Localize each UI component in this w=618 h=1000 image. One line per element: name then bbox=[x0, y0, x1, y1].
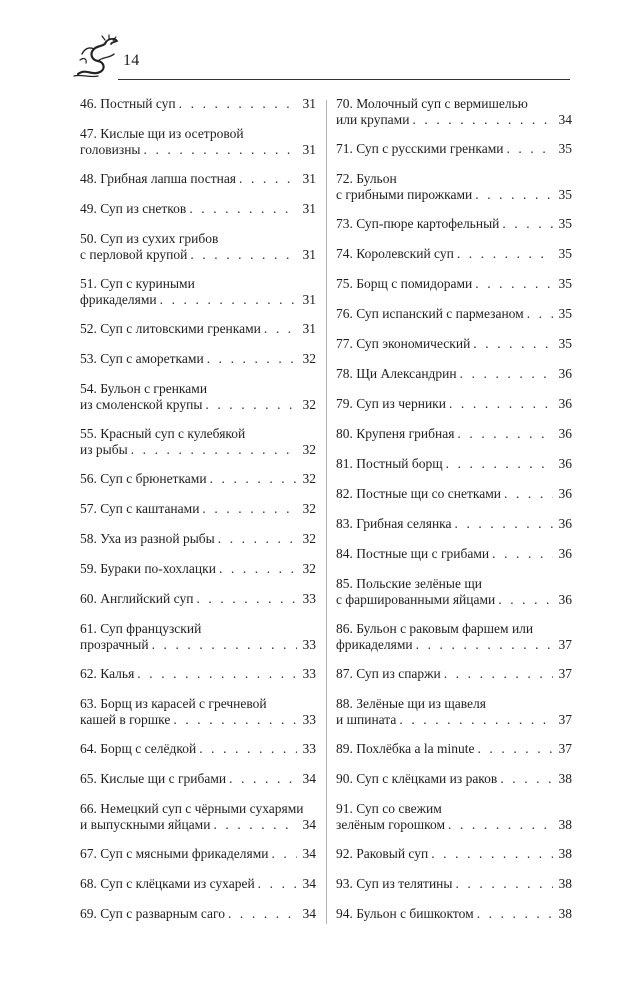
toc-entry bbox=[80, 621, 316, 653]
dot-leader bbox=[455, 876, 553, 892]
toc-entry bbox=[336, 666, 572, 682]
toc-entry-title-line: 66. Немецкий суп с чёрными сухарями bbox=[80, 801, 304, 816]
toc-entry-title-line: 55. Красный суп с кулебякой bbox=[80, 426, 246, 441]
toc-entry-title-line: 84. Постные щи с грибами bbox=[336, 546, 490, 561]
toc-entry-title-line: и шпината bbox=[336, 712, 397, 727]
toc-entry-title-line: 63. Борщ из карасей с гречневой bbox=[80, 696, 267, 711]
toc-entry-page: 33 bbox=[302, 741, 316, 756]
toc-entry bbox=[80, 666, 316, 682]
toc-entry-page: 35 bbox=[558, 306, 572, 321]
toc-entry-title-line: 77. Суп экономический bbox=[336, 336, 471, 351]
dot-leader bbox=[202, 501, 297, 517]
dot-leader bbox=[144, 142, 298, 158]
toc-entry-page: 35 bbox=[558, 187, 572, 202]
toc-entry-title-line: 81. Постный борщ bbox=[336, 456, 443, 471]
toc-entry-page: 35 bbox=[558, 141, 572, 156]
toc-entry bbox=[80, 321, 316, 337]
dot-leader bbox=[179, 96, 297, 112]
dot-leader bbox=[504, 486, 553, 502]
toc-entry-title-line: 80. Крупеня грибная bbox=[336, 426, 455, 441]
toc-entry bbox=[80, 501, 316, 517]
toc-entry-page: 35 bbox=[558, 246, 572, 261]
toc-entry bbox=[336, 696, 572, 728]
toc-entry-page: 34 bbox=[302, 906, 316, 921]
toc-entry-page: 37 bbox=[558, 712, 572, 727]
toc-entry-page: 32 bbox=[302, 397, 316, 412]
toc-entry bbox=[80, 426, 316, 458]
dot-leader bbox=[131, 442, 297, 458]
toc-entry-page: 36 bbox=[558, 456, 572, 471]
dot-leader bbox=[449, 396, 553, 412]
toc-entry bbox=[336, 306, 572, 322]
toc-entry-title-line: 58. Уха из разной рыбы bbox=[80, 531, 215, 546]
toc-entry-page: 38 bbox=[558, 817, 572, 832]
page-number: 14 bbox=[123, 52, 140, 69]
dot-leader bbox=[416, 637, 553, 653]
dot-leader bbox=[506, 141, 553, 157]
dot-leader bbox=[457, 426, 553, 442]
toc-entry bbox=[336, 741, 572, 757]
toc-entry-page: 36 bbox=[558, 546, 572, 561]
toc-entry-page: 34 bbox=[302, 846, 316, 861]
toc-entry-title-line: 72. Бульон bbox=[336, 171, 397, 186]
toc-entry-title-line: 59. Бураки по-хохлацки bbox=[80, 561, 216, 576]
toc-entry-page: 34 bbox=[558, 112, 572, 127]
toc-entry bbox=[80, 876, 316, 892]
toc-entry-title-line: или крупами bbox=[336, 112, 410, 127]
dot-leader bbox=[160, 292, 297, 308]
toc-entry bbox=[80, 906, 316, 922]
dot-leader bbox=[218, 531, 297, 547]
toc-entry-title-line: 75. Борщ с помидорами bbox=[336, 276, 473, 291]
toc-entry-title-line: 70. Молочный суп с вермишелью bbox=[336, 96, 528, 111]
toc-entry-page: 36 bbox=[558, 366, 572, 381]
toc-entry-title-line: с перловой крупой bbox=[80, 247, 188, 262]
toc-entry-title-line: 50. Суп из сухих грибов bbox=[80, 231, 219, 246]
toc-entry bbox=[80, 471, 316, 487]
toc-entry bbox=[336, 846, 572, 862]
toc-entry-title-line: из смоленской крупы bbox=[80, 397, 203, 412]
toc-entry-title-line: зелёным горошком bbox=[336, 817, 446, 832]
toc-entry-title-line: и выпускными яйцами bbox=[80, 817, 211, 832]
toc-entry-title-line: 82. Постные щи со снетками bbox=[336, 486, 501, 501]
toc-entry-title-line: 47. Кислые щи из осетровой bbox=[80, 126, 244, 141]
toc-entry-title-line: 54. Бульон с гренками bbox=[80, 381, 208, 396]
toc-entry-title-line: 94. Бульон с бишкоктом bbox=[336, 906, 474, 921]
toc-entry bbox=[336, 396, 572, 412]
toc-entry bbox=[80, 381, 316, 413]
toc-entry-page: 32 bbox=[302, 501, 316, 516]
toc-entry bbox=[80, 771, 316, 787]
toc-entry bbox=[336, 456, 572, 472]
dot-leader bbox=[219, 561, 297, 577]
toc-entry-title-line: 53. Суп с аморетками bbox=[80, 351, 204, 366]
toc-entry bbox=[80, 561, 316, 577]
toc-entry-title-line: 90. Суп с клёцками из раков bbox=[336, 771, 498, 786]
toc-entry bbox=[336, 486, 572, 502]
toc-entry bbox=[336, 366, 572, 382]
toc-entry bbox=[80, 351, 316, 367]
toc-entry bbox=[80, 276, 316, 308]
dot-leader bbox=[502, 216, 553, 232]
toc-entry-page: 34 bbox=[302, 771, 316, 786]
dot-leader bbox=[500, 771, 553, 787]
dot-leader bbox=[173, 712, 297, 728]
toc-entry-page: 32 bbox=[302, 561, 316, 576]
toc-entry-title-line: 62. Калья bbox=[80, 666, 135, 681]
dot-leader bbox=[455, 516, 553, 532]
toc-entry-page: 38 bbox=[558, 846, 572, 861]
toc-entry bbox=[80, 801, 316, 833]
toc-entry-page: 32 bbox=[302, 351, 316, 366]
toc-entry-page: 33 bbox=[302, 591, 316, 606]
toc-entry-page: 35 bbox=[558, 216, 572, 231]
toc-entry-page: 31 bbox=[302, 142, 316, 157]
dot-leader bbox=[477, 741, 553, 757]
toc-entry-title-line: 57. Суп с каштанами bbox=[80, 501, 200, 516]
toc-entry-title-line: фрикаделями bbox=[336, 637, 413, 652]
toc-entry bbox=[80, 171, 316, 187]
dot-leader bbox=[446, 456, 553, 472]
toc-entry-title-line: 60. Английский суп bbox=[80, 591, 194, 606]
toc-entry-page: 37 bbox=[558, 741, 572, 756]
toc-entry-title-line: 69. Суп с разварным саго bbox=[80, 906, 225, 921]
toc-entry bbox=[336, 141, 572, 157]
dot-leader bbox=[137, 666, 297, 682]
dot-leader bbox=[228, 906, 297, 922]
toc-entry-title-line: 48. Грибная лапша постная bbox=[80, 171, 237, 186]
toc-entry-page: 34 bbox=[302, 817, 316, 832]
toc-entry bbox=[336, 216, 572, 232]
toc-entry-page: 37 bbox=[558, 666, 572, 681]
toc-entry-title-line: 56. Суп с брюнетками bbox=[80, 471, 207, 486]
toc-entry-title-line: 78. Щи Александрин bbox=[336, 366, 457, 381]
header-rule bbox=[118, 79, 570, 80]
toc-entry-title-line: 67. Суп с мясными фрикаделями bbox=[80, 846, 269, 861]
toc-entry-title-line: 68. Суп с клёцками из сухарей bbox=[80, 876, 255, 891]
toc-entry-title-line: 76. Суп испанский с пармезаном bbox=[336, 306, 524, 321]
toc-entry bbox=[336, 336, 572, 352]
dot-leader bbox=[475, 187, 553, 203]
toc-entry bbox=[336, 516, 572, 532]
dot-leader bbox=[473, 336, 553, 352]
toc-entry-page: 33 bbox=[302, 666, 316, 681]
dot-leader bbox=[444, 666, 553, 682]
toc-entry-page: 38 bbox=[558, 771, 572, 786]
toc-entry bbox=[336, 906, 572, 922]
toc-entry-title-line: 51. Суп с куриными bbox=[80, 276, 195, 291]
toc-entry-title-line: 93. Суп из телятины bbox=[336, 876, 453, 891]
toc-entry bbox=[336, 171, 572, 203]
dot-leader bbox=[498, 592, 553, 608]
toc-entry-page: 33 bbox=[302, 712, 316, 727]
dot-leader bbox=[152, 637, 297, 653]
toc-entry bbox=[336, 801, 572, 833]
toc-entry-page: 34 bbox=[302, 876, 316, 891]
dot-leader bbox=[431, 846, 553, 862]
dot-leader bbox=[196, 591, 297, 607]
toc-entry-page: 31 bbox=[302, 201, 316, 216]
toc-entry bbox=[80, 696, 316, 728]
toc-entry-title-line: прозрачный bbox=[80, 637, 149, 652]
toc-entry-page: 32 bbox=[302, 531, 316, 546]
toc-entry-page: 31 bbox=[302, 96, 316, 111]
toc-entry-title-line: 49. Суп из снетков bbox=[80, 201, 187, 216]
toc-entry bbox=[80, 96, 316, 112]
toc-entry-title-line: 52. Суп с литовскими гренками bbox=[80, 321, 261, 336]
dot-leader bbox=[205, 397, 297, 413]
toc-entry-title-line: 71. Суп с русскими гренками bbox=[336, 141, 504, 156]
toc-entry-title-line: из рыбы bbox=[80, 442, 128, 457]
dot-leader bbox=[213, 817, 297, 833]
toc-entry-title-line: 83. Грибная селянка bbox=[336, 516, 452, 531]
toc-entry-title-line: 64. Борщ с селёдкой bbox=[80, 741, 197, 756]
dot-leader bbox=[457, 246, 553, 262]
toc-entry bbox=[336, 546, 572, 562]
toc-entry-page: 32 bbox=[302, 442, 316, 457]
toc-entry bbox=[336, 621, 572, 653]
toc-entry-page: 38 bbox=[558, 876, 572, 891]
toc-entry bbox=[80, 126, 316, 158]
dot-leader bbox=[475, 276, 553, 292]
toc-entry-title-line: 74. Королевский суп bbox=[336, 246, 454, 261]
dot-leader bbox=[264, 321, 297, 337]
toc-entry bbox=[80, 231, 316, 263]
toc-entry-page: 31 bbox=[302, 171, 316, 186]
dot-leader bbox=[412, 112, 553, 128]
toc-entry bbox=[80, 741, 316, 757]
toc-entry bbox=[80, 531, 316, 547]
toc-entry bbox=[80, 201, 316, 217]
dot-leader bbox=[207, 351, 297, 367]
toc-entry-title-line: с фаршированными яйцами bbox=[336, 592, 496, 607]
toc-entry-title-line: кашей в горшке bbox=[80, 712, 171, 727]
toc-entry-title-line: 73. Суп-пюре картофельный bbox=[336, 216, 500, 231]
toc-entry-page: 38 bbox=[558, 906, 572, 921]
dot-leader bbox=[190, 247, 297, 263]
dot-leader bbox=[271, 846, 297, 862]
toc-entry-title-line: 92. Раковый суп bbox=[336, 846, 429, 861]
toc-entry-title-line: 88. Зелёные щи из щавеля bbox=[336, 696, 486, 711]
toc-entry-page: 31 bbox=[302, 247, 316, 262]
dot-leader bbox=[210, 471, 297, 487]
dot-leader bbox=[527, 306, 553, 322]
toc-entry bbox=[336, 576, 572, 608]
toc-entry bbox=[336, 876, 572, 892]
toc-entry-page: 32 bbox=[302, 471, 316, 486]
toc-entry-page: 36 bbox=[558, 486, 572, 501]
toc-entry-title-line: 86. Бульон с раковым фаршем или bbox=[336, 621, 534, 636]
toc-entry-page: 37 bbox=[558, 637, 572, 652]
toc-entry-title-line: 79. Суп из черники bbox=[336, 396, 446, 411]
toc-entry bbox=[336, 276, 572, 292]
toc-entry-title-line: 61. Суп французский bbox=[80, 621, 202, 636]
dot-leader bbox=[492, 546, 553, 562]
dot-leader bbox=[477, 906, 553, 922]
dot-leader bbox=[399, 712, 553, 728]
dot-leader bbox=[460, 366, 553, 382]
dot-leader bbox=[189, 201, 297, 217]
toc-entry-page: 35 bbox=[558, 276, 572, 291]
toc-entry-page: 36 bbox=[558, 592, 572, 607]
toc-entry-title-line: головизны bbox=[80, 142, 141, 157]
dot-leader bbox=[258, 876, 297, 892]
toc-entry bbox=[80, 591, 316, 607]
dot-leader bbox=[229, 771, 297, 787]
toc-entry-title-line: 85. Польские зелёные щи bbox=[336, 576, 482, 591]
toc-entry-page: 36 bbox=[558, 426, 572, 441]
toc-entry-page: 31 bbox=[302, 321, 316, 336]
toc-entry-title-line: 91. Суп со свежим bbox=[336, 801, 442, 816]
toc-entry-title-line: 65. Кислые щи с грибами bbox=[80, 771, 227, 786]
dragon-ornament-icon bbox=[72, 30, 124, 80]
toc-entry bbox=[336, 96, 572, 128]
toc-entry-page: 36 bbox=[558, 516, 572, 531]
toc-entry bbox=[336, 771, 572, 787]
dot-leader bbox=[199, 741, 297, 757]
dot-leader bbox=[239, 171, 297, 187]
toc-entry-page: 31 bbox=[302, 292, 316, 307]
toc-entry-title-line: 89. Похлёбка a la minute bbox=[336, 741, 475, 756]
dot-leader bbox=[448, 817, 553, 833]
toc-entry-page: 35 bbox=[558, 336, 572, 351]
toc-entry-page: 36 bbox=[558, 396, 572, 411]
page-header bbox=[0, 0, 618, 90]
toc-entry bbox=[336, 426, 572, 442]
toc-entry-title-line: фрикаделями bbox=[80, 292, 157, 307]
toc-entry bbox=[336, 246, 572, 262]
toc-entry-title-line: с грибными пирожками bbox=[336, 187, 473, 202]
toc-entry-title-line: 87. Суп из спаржи bbox=[336, 666, 441, 681]
column-divider bbox=[326, 100, 327, 924]
toc-entry-title-line: 46. Постный суп bbox=[80, 96, 176, 111]
toc-entry-page: 33 bbox=[302, 637, 316, 652]
toc-entry bbox=[80, 846, 316, 862]
